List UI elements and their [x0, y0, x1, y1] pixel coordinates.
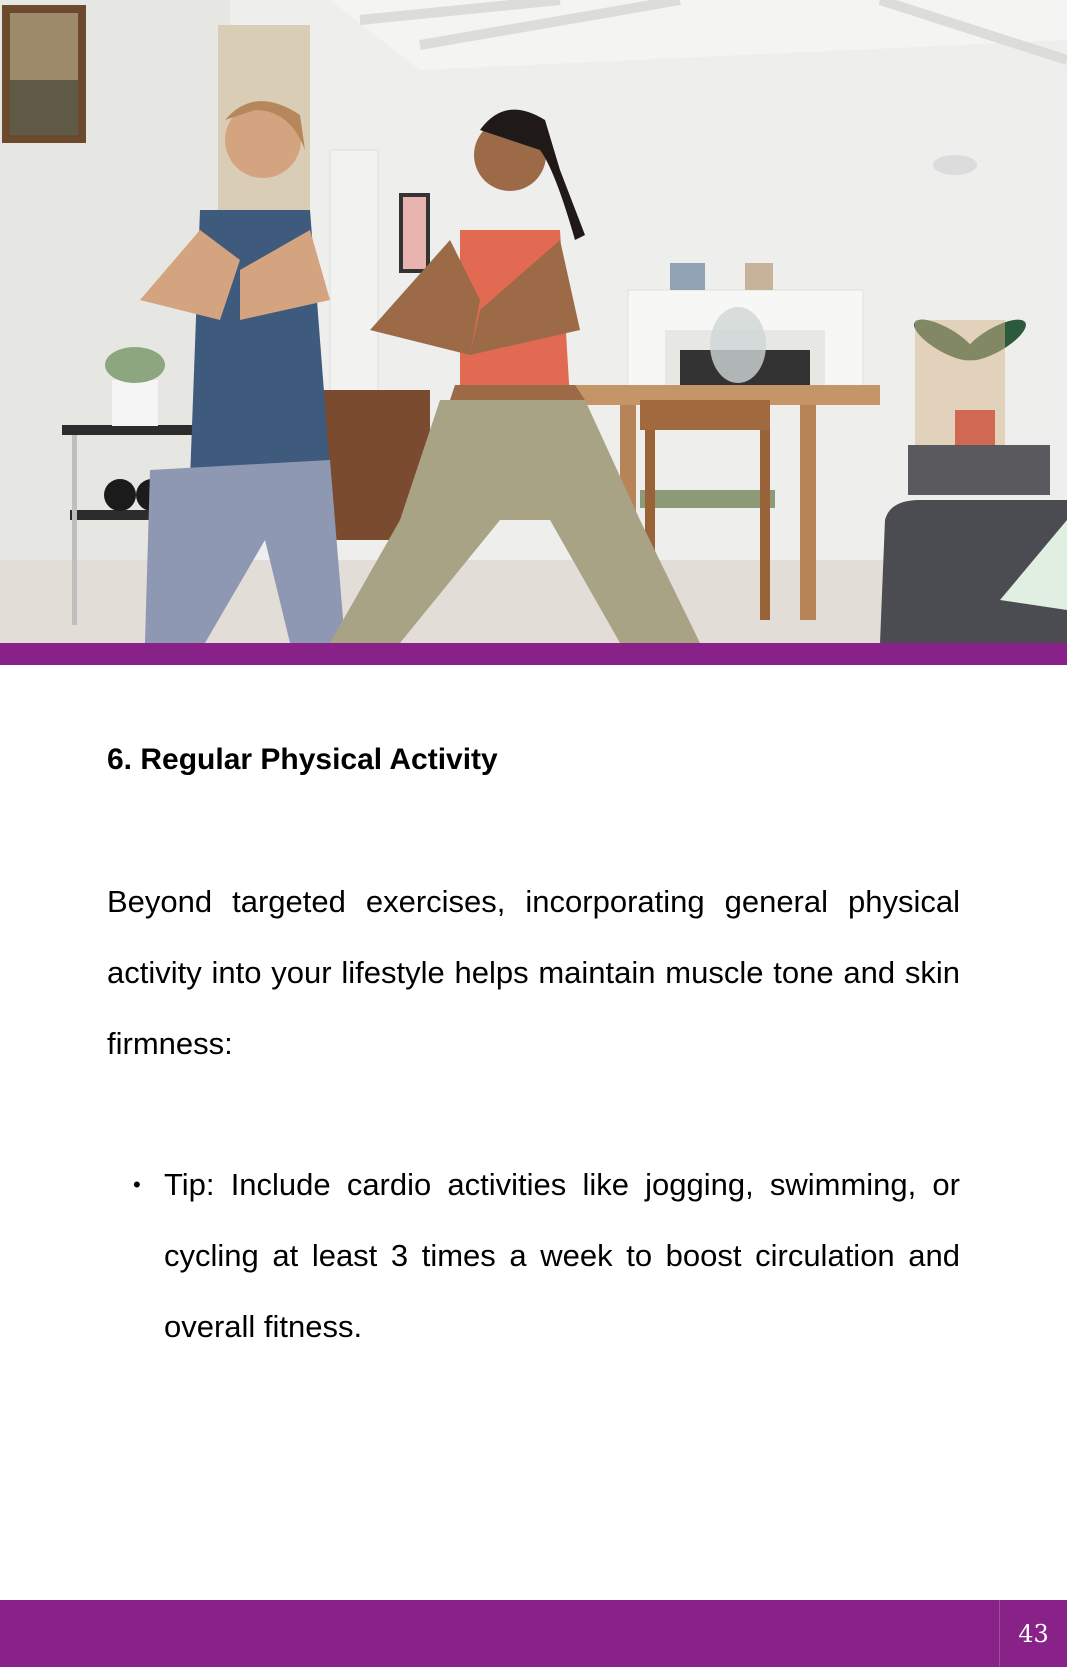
tip-list	[107, 1149, 960, 1362]
section-heading: 6. Regular Physical Activity	[107, 743, 498, 776]
yoga-photo-illustration	[0, 0, 1067, 643]
list-item	[107, 1149, 960, 1362]
page-number: 43	[1018, 1619, 1049, 1648]
hero-photo	[0, 0, 1067, 643]
page-footer	[0, 1600, 1067, 1667]
hero-accent-bar	[0, 643, 1067, 665]
tip-text: Tip: Include cardio activities like jogging, swimming, or cycling at least 3 times a week to boost circulation and overall fitness.	[164, 1167, 960, 1344]
body-paragraph: Beyond targeted exercises, incorporating general physical activity into your lifestyle helps maintain muscle tone and skin firmness:	[107, 884, 960, 1061]
bullet-icon: •	[133, 1172, 141, 1197]
